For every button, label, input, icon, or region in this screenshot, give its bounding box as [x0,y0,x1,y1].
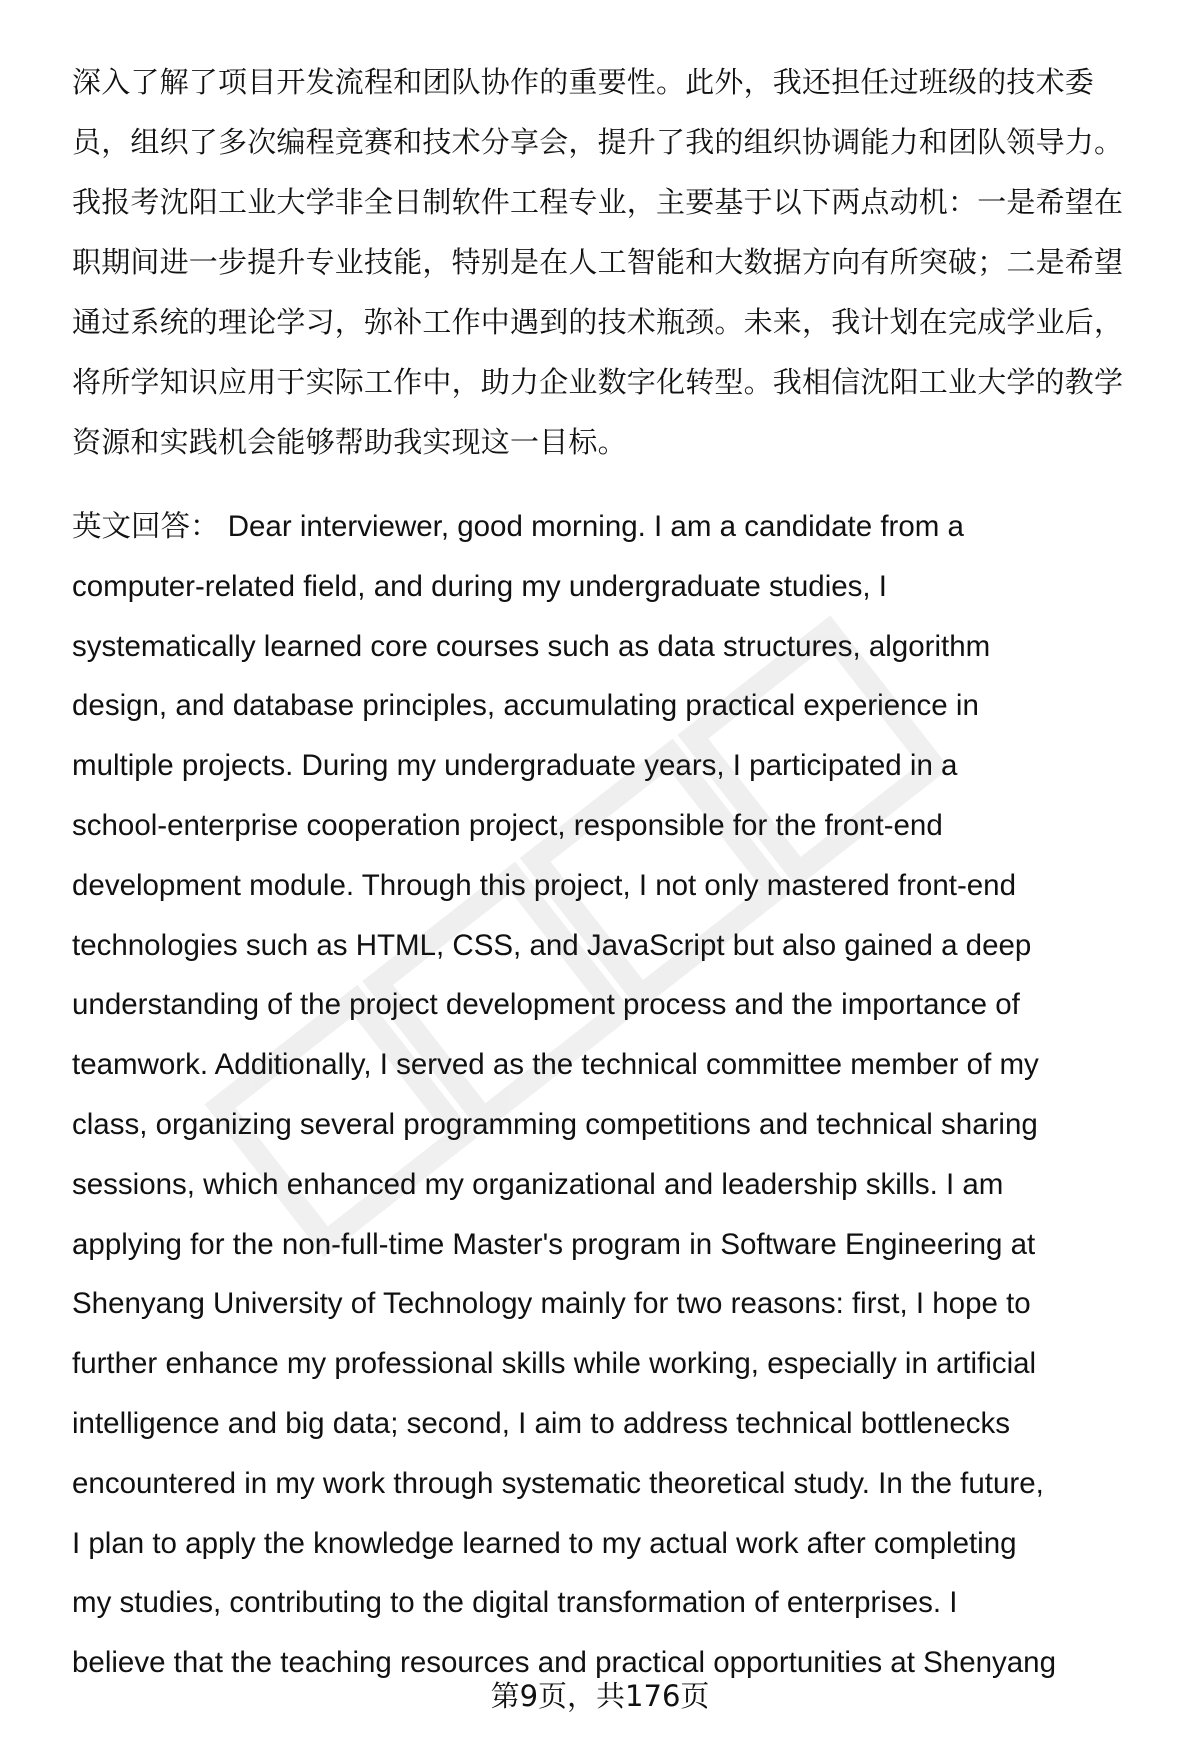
english-line: my studies, contributing to the digital transformation of enterprises. I [72,1586,958,1620]
english-line: sessions, which enhanced my organizational and leadership skills. I am [72,1167,1004,1201]
chinese-paragraph [72,52,1152,472]
english-line: computer-related field, and during my undergraduate studies, I [72,569,887,603]
english-line: Dear interviewer, good morning. I am a candidate from a [219,510,964,543]
english-answer-label: 英文回答： [72,510,220,543]
english-line: multiple projects. During my undergraduate years, I participated in a [72,749,958,783]
chinese-line: 我报考沈阳工业大学非全日制软件工程专业，主要基于以下两点动机：一是希望在 [72,185,1124,219]
english-line: class, organizing several programming competitions and technical sharing [72,1107,1038,1141]
english-line: systematically learned core courses such as data structures, algorithm [72,629,991,663]
english-line: Shenyang University of Technology mainly for two reasons: first, I hope to [72,1287,1031,1321]
english-line: technologies such as HTML, CSS, and JavaScript but also gained a deep [72,928,1032,962]
english-line-first [72,497,1152,557]
chinese-line: 员，组织了多次编程竞赛和技术分享会，提升了我的组织协调能力和团队领导力。 [72,125,1124,159]
page-indicator: 第9页，共176页 [490,1679,710,1713]
english-line: school-enterprise cooperation project, responsible for the front-end [72,808,943,842]
english-line: intelligence and big data; second, I aim to address technical bottlenecks [72,1406,1011,1440]
english-line: development module. Through this project, I not only mastered front-end [72,868,1016,902]
english-line: understanding of the project development process and the importance of [72,988,1020,1022]
chinese-line: 深入了解了项目开发流程和团队协作的重要性。此外，我还担任过班级的技术委 [72,65,1095,99]
english-line: applying for the non-full-time Master's program in Software Engineering at [72,1227,1036,1261]
english-line: further enhance my professional skills while working, especially in artificial [72,1347,1037,1381]
english-line: believe that the teaching resources and practical opportunities at Shenyang [72,1646,1056,1680]
english-line: encountered in my work through systematic theoretical study. In the future, [72,1466,1044,1500]
chinese-line: 通过系统的理论学习，弥补工作中遇到的技术瓶颈。未来，我计划在完成学业后， [72,305,1124,339]
chinese-line: 将所学知识应用于实际工作中，助力企业数字化转型。我相信沈阳工业大学的教学 [72,365,1124,399]
chinese-line: 职期间进一步提升专业技能，特别是在人工智能和大数据方向有所突破；二是希望 [72,245,1124,279]
english-line: design, and database principles, accumulating practical experience in [72,689,979,723]
chinese-line: 资源和实践机会能够帮助我实现这一目标。 [72,425,627,459]
english-answer-paragraph [72,497,1152,1693]
english-line: teamwork. Additionally, I served as the technical committee member of my [72,1048,1039,1082]
english-line: I plan to apply the knowledge learned to my actual work after completing [72,1526,1017,1560]
